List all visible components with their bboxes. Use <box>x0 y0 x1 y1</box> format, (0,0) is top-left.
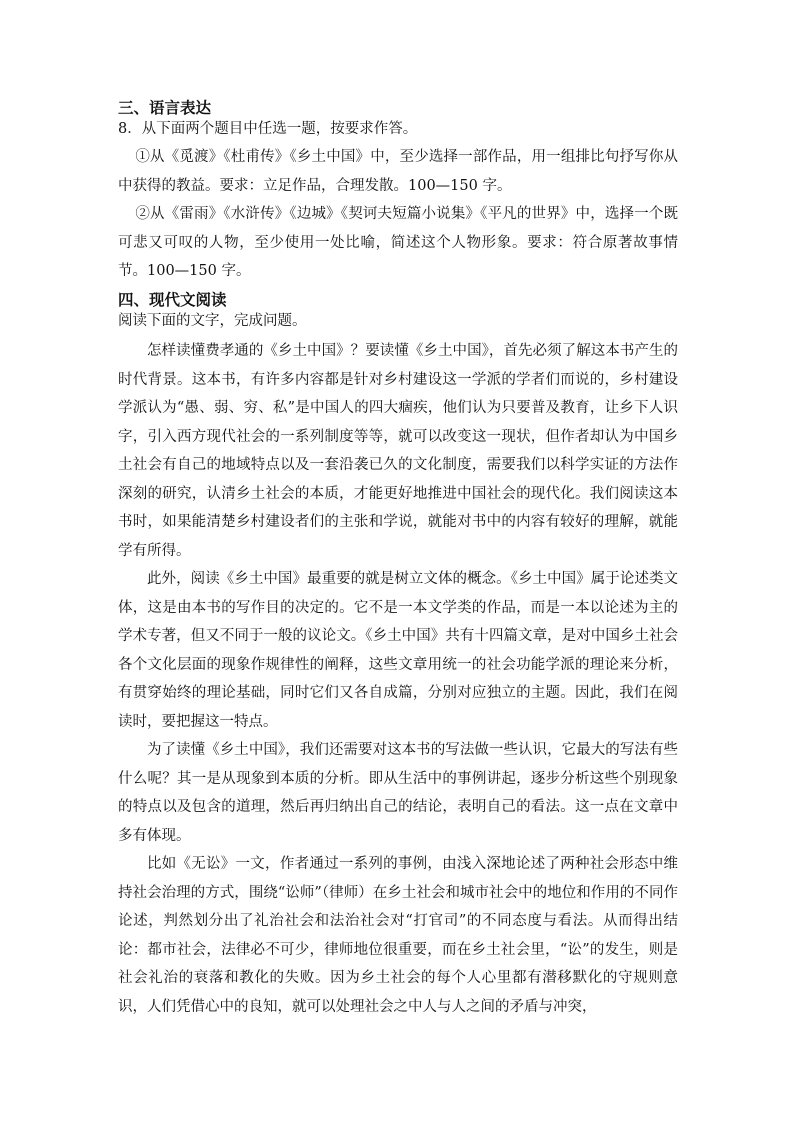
passage-paragraph-2: 此外，阅读《乡土中国》最重要的就是树立文体的概念。《乡土中国》属于论述类文体，这是由本书的写作目的决定的。它不是一本文学类的作品，而是一本以论述为主的学术专著，但又不同于一般的议论文。《乡土中国》共有十四篇文章，是对中国乡土社会各个文化层面的现象作规律性的阐释，这些文章用统一的社会功能学派的理论来分析，有贯穿始终的理论基础，同时它们又各自成篇，分别对应独立的主题。因此，我们在阅读时，要把握这一特点。 <box>118 571 678 730</box>
section-4-heading: 四、现代文阅读 <box>118 291 227 309</box>
section-4 <box>118 290 678 1021</box>
question-8-option-2: ②从《雷雨》《水浒传》《边城》《契诃夫短篇小说集》《平凡的世界》中，选择一个既可悲又可叹的人物，至少使用一处比喻，简述这个人物形象。要求：符合原著故事情节。100—150 字。 <box>118 206 678 279</box>
section-3-heading: 三、语言表达 <box>118 99 212 117</box>
question-8-prompt: 8．从下面两个题目中任选一题，按要求作答。 <box>118 121 418 137</box>
passage-paragraph-4: 比如《无讼》一文，作者通过一系列的事例，由浅入深地论述了两种社会形态中维持社会治理的方式，围绕“讼师”（律师）在乡土社会和城市社会中的地位和作用的不同作论述，判然划分出了礼治社会和法治社会对“打官司”的不同态度与看法。从而得出结论：都市社会，法律必不可少，律师地位很重要，而在乡土社会里，“讼”的发生，则是社会礼治的衰落和教化的失败。因为乡土社会的每个人心里都有潜移默化的守规则意识，人们凭借心中的良知，就可以处理社会之中人与人之间的矛盾与冲突， <box>118 856 678 1015</box>
reading-instruction: 阅读下面的文字，完成问题。 <box>118 313 307 329</box>
passage-paragraph-3: 为了读懂《乡土中国》，我们还需要对这本书的写法做一些认识，它最大的写法有些什么呢？其一是从现象到本质的分析。即从生活中的事例讲起，逐步分析这些个别现象的特点以及包含的道理，然后再归纳出自己的结论，表明自己的看法。这一点在文章中多有体现。 <box>118 742 678 844</box>
section-3 <box>118 98 678 286</box>
question-8-option-1: ①从《觅渡》《杜甫传》《乡土中国》中，至少选择一部作品，用一组排比句抒写你从中获得的教益。要求：立足作品，合理发散。100—150 字。 <box>118 149 678 194</box>
passage-paragraph-1: 怎样读懂费孝通的《乡土中国》？要读懂《乡土中国》，首先必须了解这本书产生的时代背景。这本书，有许多内容都是针对乡村建设这一学派的学者们而说的，乡村建设学派认为“愚、弱、穷、私”是中国人的四大痼疾，他们认为只要普及教育，让乡下人识字，引入西方现代社会的一系列制度等等，就可以改变这一现状，但作者却认为中国乡土社会有自己的地域特点以及一套沿袭已久的文化制度，需要我们以科学实证的方法作深刻的研究，认清乡土社会的本质，才能更好地推进中国社会的现代化。我们阅读这本书时，如果能清楚乡村建设者们的主张和学说，就能对书中的内容有较好的理解，就能学有所得。 <box>118 343 678 559</box>
